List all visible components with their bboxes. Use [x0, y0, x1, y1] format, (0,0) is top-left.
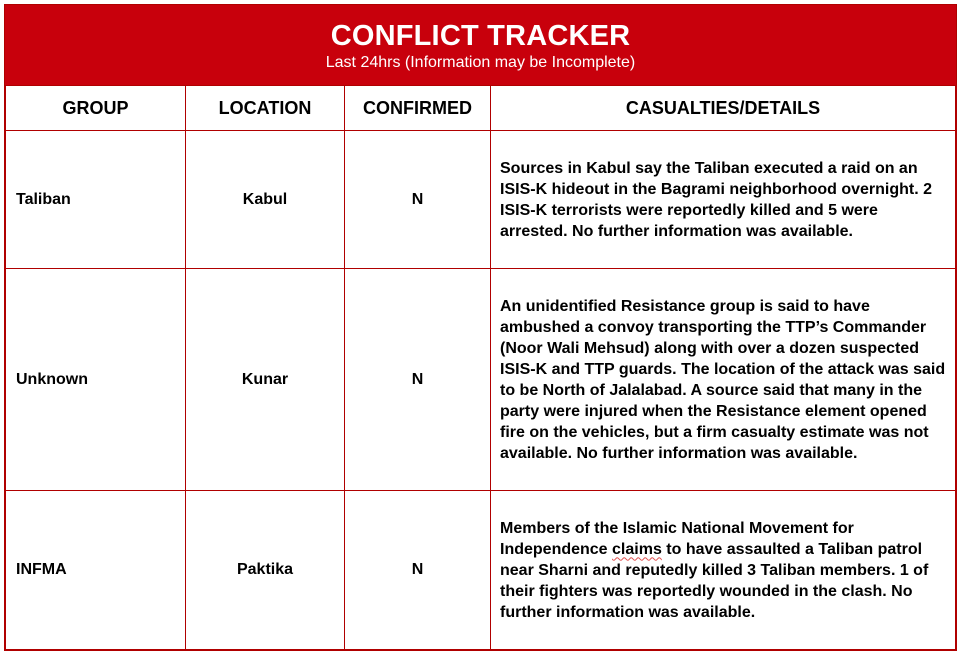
- cell-group: Taliban: [6, 131, 186, 269]
- details-text-start: Members of the Islamic National Movement for Independence: [500, 519, 854, 558]
- cell-group: INFMA: [6, 491, 186, 650]
- cell-location: Kabul: [186, 131, 345, 269]
- column-header-location: LOCATION: [186, 86, 345, 131]
- page-subtitle: Last 24hrs (Information may be Incomplete): [325, 54, 636, 71]
- table-row: [6, 269, 956, 491]
- header-banner: [5, 5, 956, 85]
- tracker-table: [5, 85, 956, 650]
- table-row: [6, 131, 956, 269]
- column-header-details: CASUALTIES/DETAILS: [491, 86, 956, 131]
- cell-details: Sources in Kabul say the Taliban executed a raid on an ISIS-K hideout in the Bagrami neighborhood overnight. 2 ISIS-K terrorists were reportedly killed and 5 were arrested. No further information was available.: [491, 131, 956, 269]
- cell-details: An unidentified Resistance group is said to have ambushed a convoy transporting the TTP’s Commander (Noor Wali Mehsud) along with over a dozen suspected ISIS-K and TTP guards. The location of the attack was said to be North of Jalalabad. A source said that many in the party were injured when the Resistance element opened fire on the vehicles, but a firm casualty estimate was not available. No further information was available.: [491, 269, 956, 491]
- details-text-end: to have assaulted a Taliban patrol near Sharni and reputedly killed 3 Taliban members. 1 of their fighters was reportedly wounded in the clash. No further information was available.: [500, 540, 929, 621]
- cell-location: Kunar: [186, 269, 345, 491]
- cell-confirmed: N: [345, 491, 491, 650]
- table-header-row: [6, 86, 956, 131]
- cell-confirmed: N: [345, 269, 491, 491]
- table-row: [6, 491, 956, 650]
- spellcheck-flagged-word: claims: [612, 540, 662, 558]
- cell-details: [491, 491, 956, 650]
- column-header-confirmed: CONFIRMED: [345, 86, 491, 131]
- page-title: CONFLICT TRACKER: [330, 20, 631, 52]
- cell-confirmed: N: [345, 131, 491, 269]
- column-header-group: GROUP: [6, 86, 186, 131]
- cell-location: Paktika: [186, 491, 345, 650]
- cell-group: Unknown: [6, 269, 186, 491]
- conflict-tracker: [4, 4, 957, 651]
